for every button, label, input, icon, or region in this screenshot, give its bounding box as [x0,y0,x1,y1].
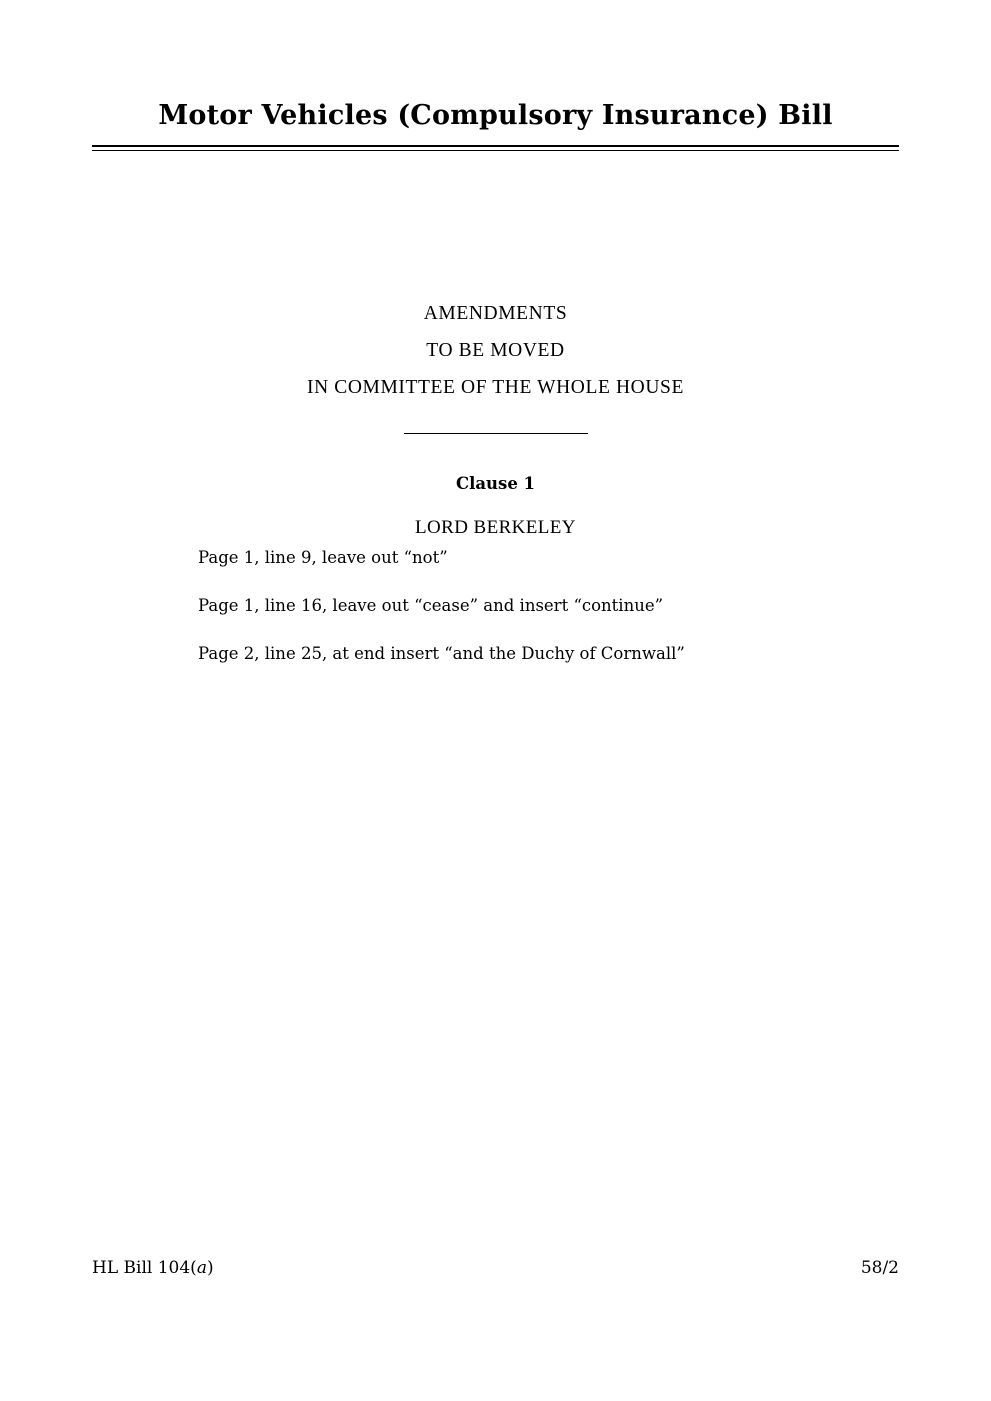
amendment-item: Page 1, line 16, leave out “cease” and insert “continue” [198,596,664,615]
section-divider [92,424,899,442]
amendments-heading-block [92,295,899,406]
heading-line-amendments: AMENDMENTS [423,303,568,324]
heading-line-in-committee: IN COMMITTEE OF THE WHOLE HOUSE [307,377,684,398]
amendment-item: Page 2, line 25, at end insert “and the Duchy of Cornwall” [198,644,685,663]
footer-bill-number-close: ) [206,1258,214,1278]
footer-bill-number-main: HL Bill 104( [92,1258,197,1278]
footer-session-number: 58/2 [860,1258,899,1278]
footer-bill-number [92,1258,214,1278]
page-title: Motor Vehicles (Compulsory Insurance) Bill [158,100,833,131]
amendment-item: Page 1, line 9, leave out “not” [198,548,448,567]
page-footer [92,1258,899,1278]
clause-heading: Clause 1 [455,474,536,493]
heading-line-to-be-moved: TO BE MOVED [426,340,565,361]
member-name: LORD BERKELEY [415,517,576,538]
title-block [92,100,899,151]
footer-bill-number-suffix: a [196,1258,207,1278]
amendments-list [198,546,898,690]
title-divider [92,145,899,151]
short-rule [404,432,588,434]
